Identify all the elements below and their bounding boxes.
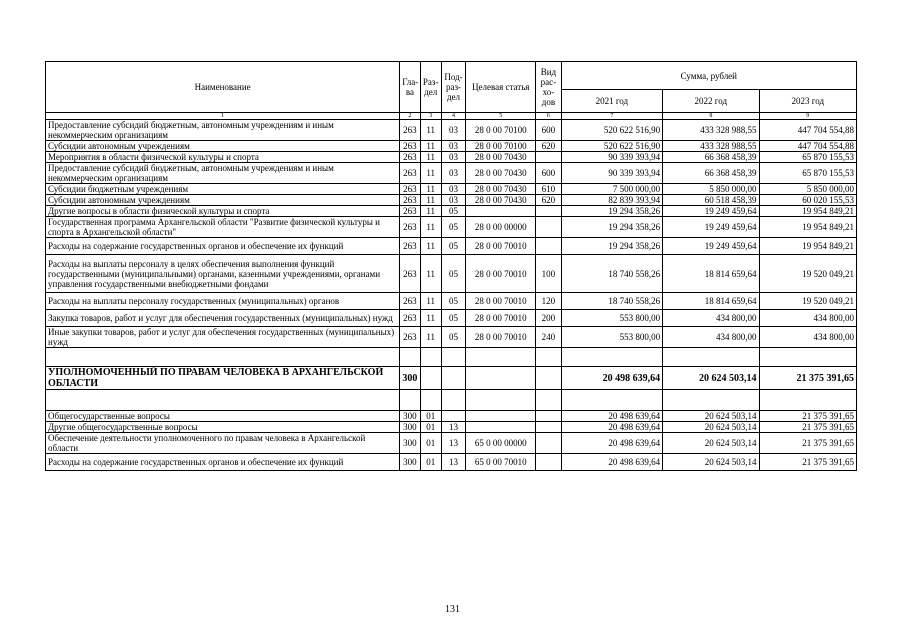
table-row [46,411,857,422]
row-sum-2023: 21 375 391,65 [759,411,856,422]
row-subsection [441,367,465,390]
row-chapter: 263 [400,195,420,206]
row-sum-2021: 90 339 393,94 [561,152,663,163]
row-section [420,348,441,367]
row-chapter: 300 [400,411,420,422]
row-sum-2021: 19 294 358,26 [561,217,663,238]
row-sum-2021 [561,348,663,367]
table-row [46,433,857,454]
row-sum-2023: 19 954 849,21 [759,238,856,255]
row-sum-2023: 447 704 554,88 [759,120,856,141]
row-section: 11 [420,255,441,293]
row-sum-2023: 447 704 554,88 [759,141,856,152]
row-section: 11 [420,238,441,255]
row-sum-2023: 434 800,00 [759,310,856,327]
row-chapter: 263 [400,217,420,238]
row-subsection: 03 [441,184,465,195]
row-sum-2023: 5 850 000,00 [759,184,856,195]
row-target: 28 0 00 70100 [466,120,536,141]
row-sum-2021: 20 498 639,64 [561,422,663,433]
row-target: 28 0 00 70100 [466,141,536,152]
row-sum-2021: 20 498 639,64 [561,454,663,471]
header-year-2022: 2022 год [663,90,759,113]
table-row [46,310,857,327]
row-chapter: 300 [400,433,420,454]
row-subsection: 05 [441,206,465,217]
row-sum-2022: 434 800,00 [663,310,759,327]
row-target: 28 0 00 70430 [466,195,536,206]
row-subsection: 03 [441,152,465,163]
row-chapter: 300 [400,367,420,390]
row-expense-type [536,390,561,411]
row-expense-type [536,238,561,255]
row-name: Другие общегосударственные вопросы [46,422,400,433]
row-sum-2021 [561,390,663,411]
row-section: 11 [420,141,441,152]
row-section: 11 [420,120,441,141]
header-subsection: Под-раз-дел [441,62,465,113]
row-sum-2021: 19 294 358,26 [561,238,663,255]
row-name: Мероприятия в области физической культуры и спорта [46,152,400,163]
row-sum-2022: 60 518 458,39 [663,195,759,206]
table-row [46,390,857,411]
row-section: 11 [420,152,441,163]
row-sum-2021: 7 500 000,00 [561,184,663,195]
row-expense-type: 240 [536,327,561,348]
row-target [466,390,536,411]
row-sum-2021: 553 800,00 [561,327,663,348]
column-number: 2 [400,113,420,120]
row-section: 11 [420,217,441,238]
row-name: Предоставление субсидий бюджетным, автономным учреждениям и иным некоммерческим организациям [46,120,400,141]
row-chapter: 263 [400,184,420,195]
row-name: Расходы на выплаты персоналу в целях обеспечения выполнения функций государственными (муниципальными) органами, казенными учреждениями, органами управления государственными внебюджетными фондами [46,255,400,293]
row-sum-2023: 21 375 391,65 [759,367,856,390]
table-row [46,255,857,293]
row-subsection: 03 [441,163,465,184]
table-row [46,217,857,238]
row-expense-type [536,348,561,367]
table-header-row [46,62,857,90]
row-subsection: 05 [441,217,465,238]
row-sum-2022 [663,348,759,367]
row-subsection: 05 [441,238,465,255]
row-name: Субсидии автономным учреждениям [46,195,400,206]
row-sum-2022: 66 368 458,39 [663,152,759,163]
column-number: 6 [536,113,561,120]
row-sum-2023: 21 375 391,65 [759,422,856,433]
row-sum-2021: 520 622 516,90 [561,141,663,152]
row-chapter: 263 [400,163,420,184]
row-target: 28 0 00 70010 [466,255,536,293]
row-target [466,206,536,217]
row-name: Предоставление субсидий бюджетным, автономным учреждениям и иным некоммерческим организациям [46,163,400,184]
row-expense-type: 600 [536,120,561,141]
page-number: 131 [445,604,460,615]
header-year-2023: 2023 год [759,90,856,113]
header-target: Целевая статья [466,62,536,113]
table-row [46,422,857,433]
row-chapter: 263 [400,255,420,293]
row-sum-2021: 19 294 358,26 [561,206,663,217]
table-row [46,163,857,184]
header-sum: Сумма, рублей [561,62,856,90]
row-sum-2021: 18 740 558,26 [561,293,663,310]
row-sum-2023: 21 375 391,65 [759,433,856,454]
row-name: Расходы на выплаты персоналу государственных (муниципальных) органов [46,293,400,310]
row-expense-type: 620 [536,141,561,152]
row-target [466,367,536,390]
table-row [46,454,857,471]
row-section: 11 [420,163,441,184]
row-target: 65 0 00 70010 [466,454,536,471]
header-name: Наименование [46,62,400,113]
header-year-2021: 2021 год [561,90,663,113]
row-sum-2022: 18 814 659,64 [663,293,759,310]
row-sum-2023: 60 020 155,53 [759,195,856,206]
row-target: 28 0 00 70010 [466,327,536,348]
table-row [46,238,857,255]
header-expense-type: Вид рас-хо-дов [536,62,561,113]
row-sum-2021: 82 839 393,94 [561,195,663,206]
row-expense-type: 100 [536,255,561,293]
row-name: Государственная программа Архангельской области "Развитие физической культуры и спорта в Архангельской области" [46,217,400,238]
row-name: Субсидии бюджетным учреждениям [46,184,400,195]
row-subsection: 05 [441,310,465,327]
row-sum-2023: 19 520 049,21 [759,255,856,293]
row-name: Другие вопросы в области физической культуры и спорта [46,206,400,217]
row-subsection: 13 [441,422,465,433]
table-row [46,120,857,141]
row-section: 11 [420,206,441,217]
row-sum-2021: 520 622 516,90 [561,120,663,141]
row-sum-2021: 18 740 558,26 [561,255,663,293]
row-subsection: 03 [441,141,465,152]
row-chapter [400,348,420,367]
row-sum-2023: 65 870 155,53 [759,152,856,163]
row-expense-type: 620 [536,195,561,206]
row-subsection [441,348,465,367]
table-row [46,184,857,195]
row-sum-2021: 20 498 639,64 [561,367,663,390]
row-sum-2022: 20 624 503,14 [663,367,759,390]
row-target: 28 0 00 70430 [466,163,536,184]
row-sum-2023: 19 954 849,21 [759,206,856,217]
row-sum-2022: 20 624 503,14 [663,454,759,471]
row-target: 28 0 00 00000 [466,217,536,238]
row-expense-type: 200 [536,310,561,327]
row-sum-2023: 19 954 849,21 [759,217,856,238]
row-sum-2022: 433 328 988,55 [663,141,759,152]
row-sum-2022: 20 624 503,14 [663,411,759,422]
row-subsection: 03 [441,195,465,206]
row-name: Обеспечение деятельности уполномоченного по правам человека в Архангельской области [46,433,400,454]
row-section [420,367,441,390]
row-chapter: 300 [400,454,420,471]
table-row [46,152,857,163]
row-target: 28 0 00 70430 [466,152,536,163]
column-number: 4 [441,113,465,120]
row-section: 11 [420,293,441,310]
row-chapter [400,390,420,411]
row-sum-2023: 19 520 049,21 [759,293,856,310]
row-section: 01 [420,422,441,433]
row-sum-2023: 434 800,00 [759,327,856,348]
row-sum-2021: 20 498 639,64 [561,411,663,422]
row-subsection [441,390,465,411]
row-expense-type [536,367,561,390]
row-subsection: 05 [441,327,465,348]
row-name: Закупка товаров, работ и услуг для обеспечения государственных (муниципальных) нужд [46,310,400,327]
row-subsection: 13 [441,454,465,471]
row-sum-2022: 20 624 503,14 [663,433,759,454]
header-section: Раз-дел [420,62,441,113]
row-sum-2022: 19 249 459,64 [663,217,759,238]
row-sum-2022: 66 368 458,39 [663,163,759,184]
table-body [46,120,857,471]
row-chapter: 263 [400,327,420,348]
row-name [46,390,400,411]
row-chapter: 263 [400,152,420,163]
row-section [420,390,441,411]
table-row [46,141,857,152]
row-sum-2022: 19 249 459,64 [663,206,759,217]
row-sum-2023 [759,390,856,411]
row-subsection: 05 [441,293,465,310]
row-sum-2023: 21 375 391,65 [759,454,856,471]
row-target: 28 0 00 70010 [466,293,536,310]
row-section: 11 [420,195,441,206]
column-number: 8 [663,113,759,120]
row-name: Расходы на содержание государственных органов и обеспечение их функций [46,454,400,471]
row-section: 01 [420,411,441,422]
row-chapter: 263 [400,141,420,152]
row-expense-type: 600 [536,163,561,184]
row-target [466,422,536,433]
row-target: 28 0 00 70010 [466,310,536,327]
row-expense-type [536,454,561,471]
row-section: 11 [420,184,441,195]
row-expense-type [536,206,561,217]
row-name: УПОЛНОМОЧЕННЫЙ ПО ПРАВАМ ЧЕЛОВЕКА В АРХАНГЕЛЬСКОЙ ОБЛАСТИ [46,367,400,390]
row-name: Расходы на содержание государственных органов и обеспечение их функций [46,238,400,255]
row-subsection: 03 [441,120,465,141]
row-expense-type [536,422,561,433]
row-sum-2022 [663,390,759,411]
row-expense-type [536,433,561,454]
row-target [466,348,536,367]
row-sum-2022: 5 850 000,00 [663,184,759,195]
row-sum-2022: 18 814 659,64 [663,255,759,293]
row-expense-type [536,152,561,163]
row-name: Иные закупки товаров, работ и услуг для обеспечения государственных (муниципальных) нужд [46,327,400,348]
row-target: 28 0 00 70010 [466,238,536,255]
row-expense-type [536,411,561,422]
row-chapter: 263 [400,238,420,255]
row-section: 01 [420,454,441,471]
table-row [46,327,857,348]
row-sum-2022: 20 624 503,14 [663,422,759,433]
table-row [46,367,857,390]
row-subsection: 05 [441,255,465,293]
row-sum-2023: 65 870 155,53 [759,163,856,184]
row-sum-2021: 90 339 393,94 [561,163,663,184]
row-expense-type: 120 [536,293,561,310]
row-sum-2023 [759,348,856,367]
table-row [46,206,857,217]
row-subsection: 13 [441,433,465,454]
row-sum-2022: 433 328 988,55 [663,120,759,141]
row-chapter: 263 [400,206,420,217]
row-name [46,348,400,367]
row-chapter: 300 [400,422,420,433]
row-name: Субсидии автономным учреждениям [46,141,400,152]
row-subsection [441,411,465,422]
column-number: 1 [46,113,400,120]
table-row [46,293,857,310]
row-target [466,411,536,422]
row-sum-2022: 434 800,00 [663,327,759,348]
row-name: Общегосударственные вопросы [46,411,400,422]
row-sum-2021: 553 800,00 [561,310,663,327]
row-target: 28 0 00 70430 [466,184,536,195]
header-chapter: Гла-ва [400,62,420,113]
row-section: 11 [420,327,441,348]
row-expense-type [536,217,561,238]
row-expense-type: 610 [536,184,561,195]
column-number-row [46,113,857,120]
row-chapter: 263 [400,120,420,141]
row-sum-2022: 19 249 459,64 [663,238,759,255]
table-row [46,195,857,206]
column-number: 5 [466,113,536,120]
row-chapter: 263 [400,310,420,327]
budget-table [45,61,857,471]
row-target: 65 0 00 00000 [466,433,536,454]
column-number: 9 [759,113,856,120]
row-sum-2021: 20 498 639,64 [561,433,663,454]
row-chapter: 263 [400,293,420,310]
row-section: 11 [420,310,441,327]
column-number: 7 [561,113,663,120]
table-row [46,348,857,367]
column-number: 3 [420,113,441,120]
row-section: 01 [420,433,441,454]
